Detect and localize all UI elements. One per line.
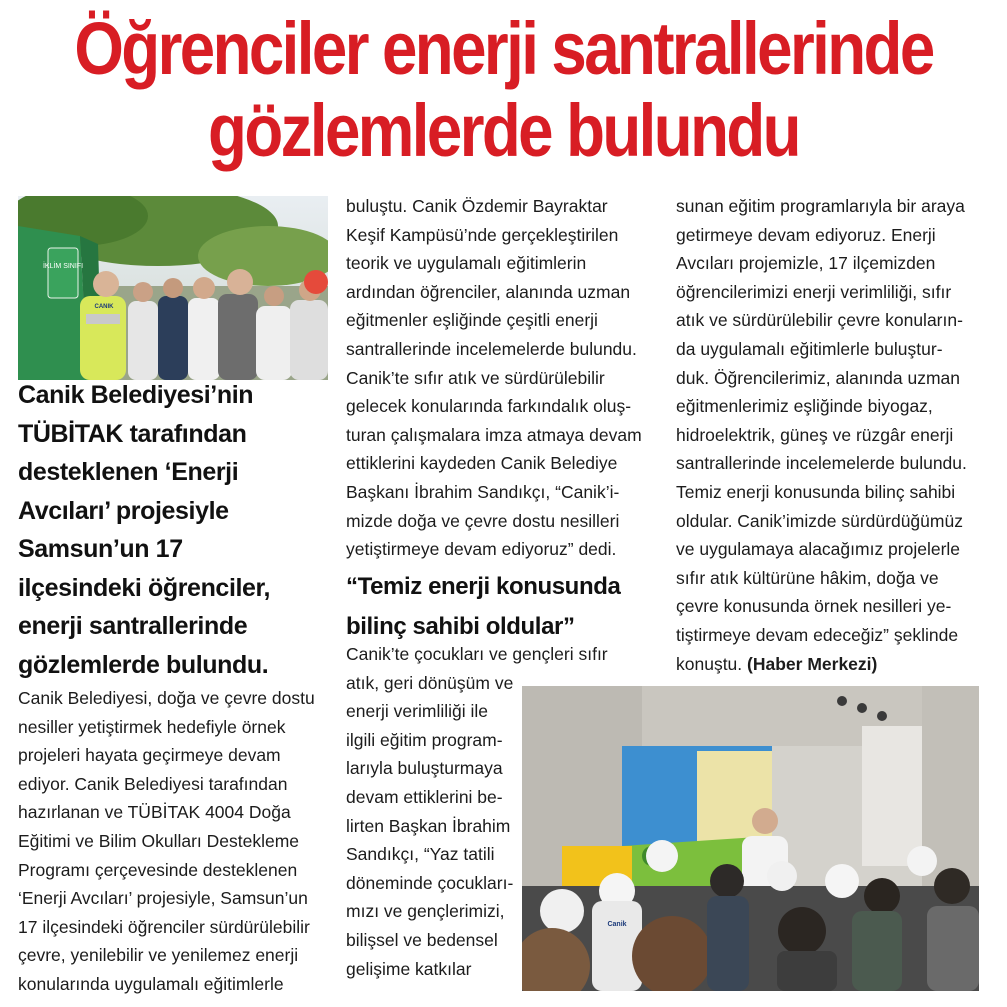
body-line: larıyla buluşturmaya: [346, 758, 503, 779]
body-line: duk. Öğrencilerimiz, alanında uzman: [676, 367, 961, 388]
body-line: eğitmenler eşliğinde çeşitli enerji: [346, 310, 598, 331]
body-line: buluştu. Canik Özdemir Bayraktar: [346, 196, 608, 216]
body-line: ettiklerini kaydeden Canik Belediye: [346, 453, 618, 474]
lead-line: Canik Belediyesi’nin: [18, 381, 254, 409]
body-line: yetiştirmeye devam ediyoruz” dedi.: [346, 539, 617, 560]
body-line: teorik ve uygulamalı eğitimlerin: [346, 253, 587, 274]
body-line: da uygulamalı eğitimlerle buluştur-: [676, 338, 943, 359]
headline-line-2: gözlemlerde bulundu: [208, 89, 799, 172]
column-2-body: [346, 192, 656, 564]
body-line: Sandıkçı, “Yaz tatili: [346, 844, 495, 865]
body-line: döneminde çocukları-: [346, 872, 514, 893]
headline: [70, 8, 936, 172]
body-line: ardından öğrenciler, alanında uzman: [346, 281, 631, 302]
column-3-body: [676, 192, 986, 678]
body-line: enerji verimliliği ile: [346, 701, 488, 722]
body-line: mızı ve gençlerimizi,: [346, 901, 505, 922]
body-line: turan çalışmalara imza atmaya devam: [346, 424, 642, 445]
body-line: projeleri hayata geçirmeye devam: [18, 745, 281, 766]
photo-vest-text: Canik: [607, 921, 627, 928]
body-line: oldular. Canik’imizde sürdürdüğümüz: [676, 510, 963, 531]
body-line: hidroelektrik, güneş ve rüzgâr enerji: [676, 424, 954, 445]
body-line: santrallerinde incelemelerde bulundu.: [346, 338, 637, 359]
body-line: Canik’te sıfır atık ve sürdürülebilir: [346, 367, 605, 388]
body-line: bilişsel ve bedensel: [346, 929, 498, 950]
body-line: gelecek konularında farkındalık oluş-: [346, 396, 632, 417]
body-line: gelişime katkılar: [346, 958, 472, 979]
body-line: tiştirmeye devam edeceğiz” şeklinde: [676, 624, 959, 645]
lead-line: Samsun’un 17: [18, 535, 183, 563]
subhead-line: bilinç sahibi oldular”: [346, 613, 575, 640]
body-line: çevre konusunda örnek nesilleri ye-: [676, 596, 952, 617]
body-line: öğrencilerimizi enerji verimliliği, sıfır: [676, 281, 952, 302]
body-line: ‘Enerji Avcıları’ projesiyle, Samsun’un: [18, 888, 308, 909]
body-line-last: [676, 650, 986, 679]
headline-line-1: Öğrenciler enerji santrallerinde: [74, 7, 933, 90]
body-line: hazırlanan ve TÜBİTAK 4004 Doğa: [18, 802, 291, 823]
quote-subhead: [346, 567, 646, 647]
closing-word: konuştu.: [676, 653, 743, 674]
body-line: atık, geri dönüşüm ve: [346, 672, 514, 693]
body-line: lirten Başkan İbrahim: [346, 815, 511, 836]
body-line: Keşif Kampüsü’nde gerçekleştirilen: [346, 224, 619, 245]
body-line: ediyor. Canik Belediyesi tarafından: [18, 773, 288, 794]
column-1-body: [18, 684, 328, 999]
body-line: sıfır atık kültürüne hâkim, doğa ve: [676, 567, 939, 588]
body-line: santrallerinde incelemelerde bulundu.: [676, 453, 967, 474]
source-credit: (Haber Merkezi): [747, 653, 878, 674]
column-2-continuation: [346, 640, 608, 983]
body-line: Canik’te çocukları ve gençleri sıfır: [346, 644, 608, 664]
body-line: nesiller yetiştirmek hedefiyle örnek: [18, 716, 286, 737]
lead-line: gözlemlerde bulundu.: [18, 650, 269, 679]
body-line: çevre, yenilebilir ve yenilemez enerji: [18, 945, 299, 966]
body-line: Avcıları projemizle, 17 ilçemizden: [676, 253, 936, 274]
body-line: Başkanı İbrahim Sandıkçı, “Canik’i-: [346, 481, 620, 502]
body-line: Canik Belediyesi, doğa ve çevre dostu: [18, 688, 315, 708]
body-line: getirmeye devam ediyoruz. Enerji: [676, 224, 936, 245]
lead-line: enerji santrallerinde: [18, 612, 248, 640]
photo-students-indoor: [522, 686, 979, 991]
body-line: Temiz enerji konusunda bilinç sahibi: [676, 481, 956, 502]
photo-students-outdoor: [18, 196, 328, 380]
body-line: 17 ilçesindeki öğrenciler sürdürülebilir: [18, 916, 310, 937]
body-line: mizde doğa ve çevre dostu nesilleri: [346, 510, 620, 531]
lead-paragraph: [18, 376, 318, 684]
subhead-line: “Temiz enerji konusunda: [346, 573, 621, 600]
lead-line: desteklenen ‘Enerji: [18, 458, 239, 486]
body-line: konularında uygulamalı eğitimlerle: [18, 973, 284, 994]
body-line: ilgili eğitim program-: [346, 729, 503, 750]
body-line: ve uygulamaya alacağımız projelerle: [676, 539, 961, 560]
body-line: Eğitimi ve Bilim Okulları Destekleme: [18, 830, 300, 851]
lead-line: Avcıları’ projesiyle: [18, 496, 229, 525]
body-line: devam ettiklerini be-: [346, 786, 503, 807]
photo-sign-text: İKLİM SINIFI: [42, 263, 84, 270]
photo-logo-text: CANIK: [94, 304, 114, 310]
lead-line: TÜBİTAK tarafından: [18, 419, 247, 448]
body-line: Programı çerçevesinde desteklenen: [18, 859, 298, 880]
body-line: eğitmenlerimiz eşliğinde biyogaz,: [676, 396, 933, 417]
body-line: atık ve sürdürülebilir çevre konuların-: [676, 310, 963, 331]
body-line: sunan eğitim programlarıyla bir araya: [676, 196, 965, 216]
lead-line: ilçesindeki öğrenciler,: [18, 573, 271, 602]
